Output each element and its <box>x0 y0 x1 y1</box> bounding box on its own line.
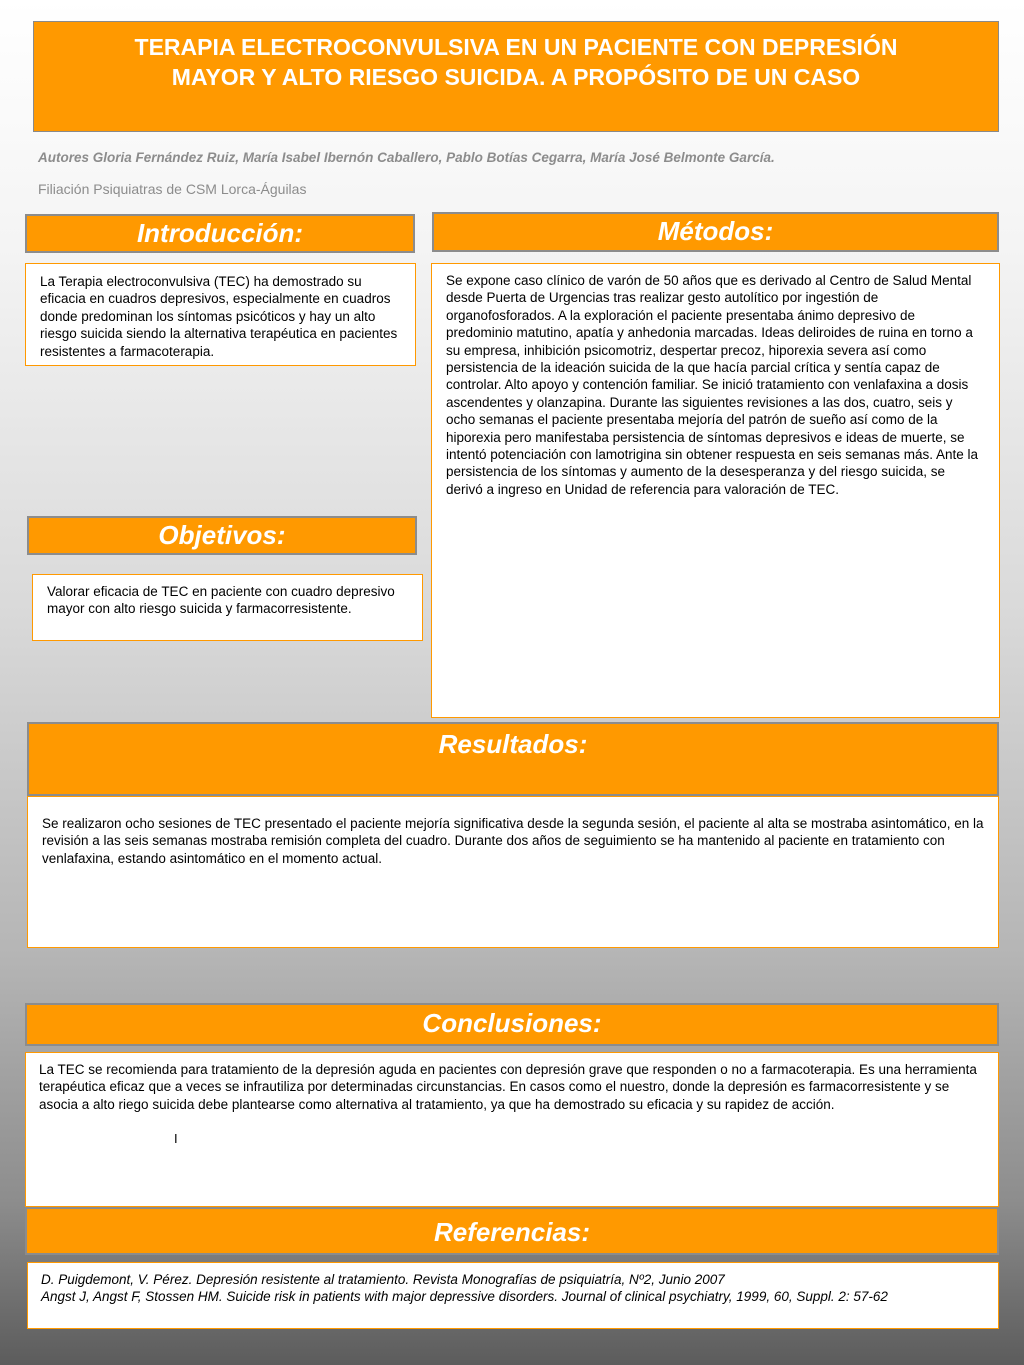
metodos-heading: Métodos: <box>432 212 999 252</box>
authors-line: Autores Gloria Fernández Ruiz, María Isabel Ibernón Caballero, Pablo Botías Cegarra, María José Belmonte García. <box>38 150 775 165</box>
poster-title-line-1: TERAPIA ELECTROCONVULSIVA EN UN PACIENTE CON DEPRESIÓN <box>134 34 898 60</box>
referencias-heading: Referencias: <box>25 1207 999 1255</box>
conclusiones-heading: Conclusiones: <box>25 1003 999 1046</box>
reference-item: D. Puigdemont, V. Pérez. Depresión resistente al tratamiento. Revista Monografías de psiquiatría, Nº2, Junio 2007 <box>41 1272 725 1287</box>
poster-title-line-2: MAYOR Y ALTO RIESGO SUICIDA. A PROPÓSITO DE UN CASO <box>171 64 861 90</box>
resultados-heading: Resultados: <box>27 722 999 796</box>
resultados-text: Se realizaron ocho sesiones de TEC presentado el paciente mejoría significativa desde la segunda sesión, el paciente al alta se mostraba asintomático, en la revisión a las seis semanas mostraba remisión completa del cuadro. Durante dos años de seguimiento se ha mantenido al paciente en tratamiento con venlafaxina, estando asintomático en el momento actual. <box>27 796 999 948</box>
referencias-list <box>27 1262 999 1329</box>
affiliation-line: Filiación Psiquiatras de CSM Lorca-Águilas <box>38 181 307 197</box>
text-cursor-marker: I <box>174 1131 178 1146</box>
reference-item: Angst J, Angst F, Stossen HM. Suicide risk in patients with major depressive disorders. Journal of clinical psychiatry, 1999, 60, Suppl. 2: 57-62 <box>41 1289 888 1305</box>
objetivos-text: Valorar eficacia de TEC en paciente con cuadro depresivo mayor con alto riesgo suicida y farmacorresistente. <box>32 574 423 641</box>
introduccion-heading: Introducción: <box>25 214 415 253</box>
objetivos-heading: Objetivos: <box>27 516 417 555</box>
poster-title <box>33 21 999 132</box>
conclusiones-text: La TEC se recomienda para tratamiento de la depresión aguda en pacientes con depresión grave que responden o no a farmacoterapia. Es una herramienta terapéutica eficaz que a veces se infrautiliza por determinadas circunstancias. En casos como el nuestro, donde la depresión es farmacorresistente y se asocia a alto riego suicida debe plantearse como alternativa al tratamiento, ya que ha demostrado su eficacia y su rapidez de acción. <box>25 1052 999 1207</box>
metodos-text: Se expone caso clínico de varón de 50 años que es derivado al Centro de Salud Mental desde Puerta de Urgencias tras realizar gesto autolítico por ingestión de organofosforados. A la exploración el paciente presentaba ánimo depresivo de predominio matutino, apatía y anhedonia marcadas. Ideas deliroides de ruina en torno a su empresa, inhibición psicomotriz, despertar precoz, hiporexia severa así como persistencia de la ideación suicida de la que hacía parcial crítica y sentía capaz de controlar. Alto apoyo y contención familiar. Se inició tratamiento con venlafaxina a dosis ascendentes y olanzapina. Durante las siguientes revisiones a las dos, cuatro, seis y ocho semanas el paciente presentaba mejoría del patrón de sueño así como de la hiporexia pero manifestaba persistencia de síntomas depresivos e ideas de muerte, se intentó potenciación con lamotrigina sin obtener respuesta en seis semanas más. Ante la persistencia de los síntomas y aumento de la desesperanza y del riesgo suicida, se derivó a ingreso en Unidad de referencia para valoración de TEC. <box>431 263 1000 718</box>
introduccion-text: La Terapia electroconvulsiva (TEC) ha demostrado su eficacia en cuadros depresivos, especialmente en cuadros donde predominan los síntomas psicóticos y hay un alto riesgo suicida siendo la alternativa terapéutica en pacientes resistentes a farmacoterapia. <box>25 263 416 366</box>
